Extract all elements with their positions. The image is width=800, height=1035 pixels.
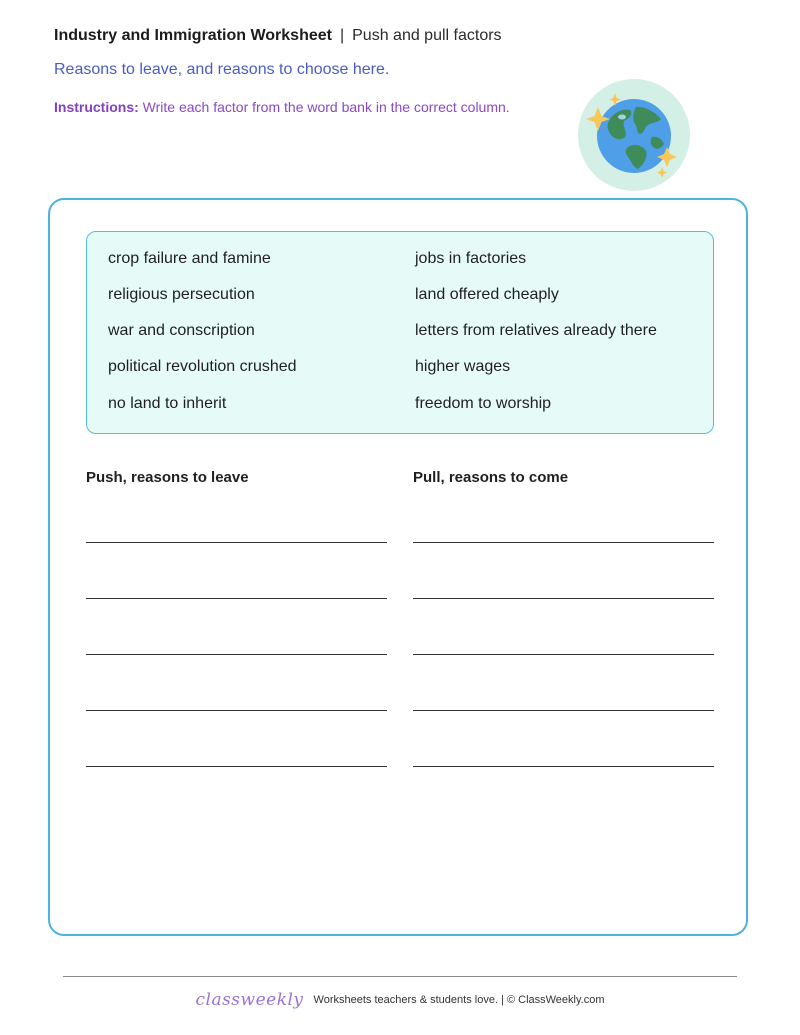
- push-column-heading: Push, reasons to leave: [86, 469, 249, 486]
- worksheet-title: Industry and Immigration Worksheet: [54, 27, 332, 44]
- push-answer-line[interactable]: [86, 542, 387, 543]
- globe-sparkle-icon: [578, 79, 690, 191]
- footer-divider: [63, 976, 737, 977]
- instructions-text: Write each factor from the word bank in the correct column.: [142, 99, 510, 115]
- push-answer-line[interactable]: [86, 654, 387, 655]
- worksheet-subtitle: Reasons to leave, and reasons to choose here.: [54, 61, 390, 78]
- footer-tagline: Worksheets teachers & students love. | © ClassWeekly.com: [313, 994, 605, 1006]
- pull-answer-line[interactable]: [413, 654, 714, 655]
- word-bank-item: letters from relatives already there: [415, 322, 657, 339]
- worksheet-header: [54, 26, 502, 46]
- word-bank-item: war and conscription: [108, 322, 255, 339]
- pull-answer-line[interactable]: [413, 598, 714, 599]
- push-answer-line[interactable]: [86, 766, 387, 767]
- pull-answer-line[interactable]: [413, 710, 714, 711]
- word-bank-item: freedom to worship: [415, 395, 552, 412]
- pull-column-heading: Pull, reasons to come: [413, 469, 569, 486]
- word-bank-item: higher wages: [415, 358, 511, 375]
- push-answer-line[interactable]: [86, 598, 387, 599]
- word-bank-item: political revolution crushed: [108, 358, 297, 375]
- word-bank-item: land offered cheaply: [415, 286, 559, 303]
- brand-logo: classweekly: [195, 990, 304, 1010]
- pull-answer-line[interactable]: [413, 542, 714, 543]
- push-answer-line[interactable]: [86, 710, 387, 711]
- instructions: [54, 97, 510, 117]
- pull-answer-line[interactable]: [413, 766, 714, 767]
- header-separator: |: [339, 27, 345, 44]
- word-bank-item: jobs in factories: [415, 250, 527, 267]
- word-bank-item: no land to inherit: [108, 395, 227, 412]
- worksheet-topic: Push and pull factors: [352, 27, 502, 44]
- instructions-label: Instructions:: [54, 99, 139, 115]
- word-bank-item: crop failure and famine: [108, 250, 271, 267]
- word-bank-item: religious persecution: [108, 286, 255, 303]
- footer: [0, 990, 800, 1010]
